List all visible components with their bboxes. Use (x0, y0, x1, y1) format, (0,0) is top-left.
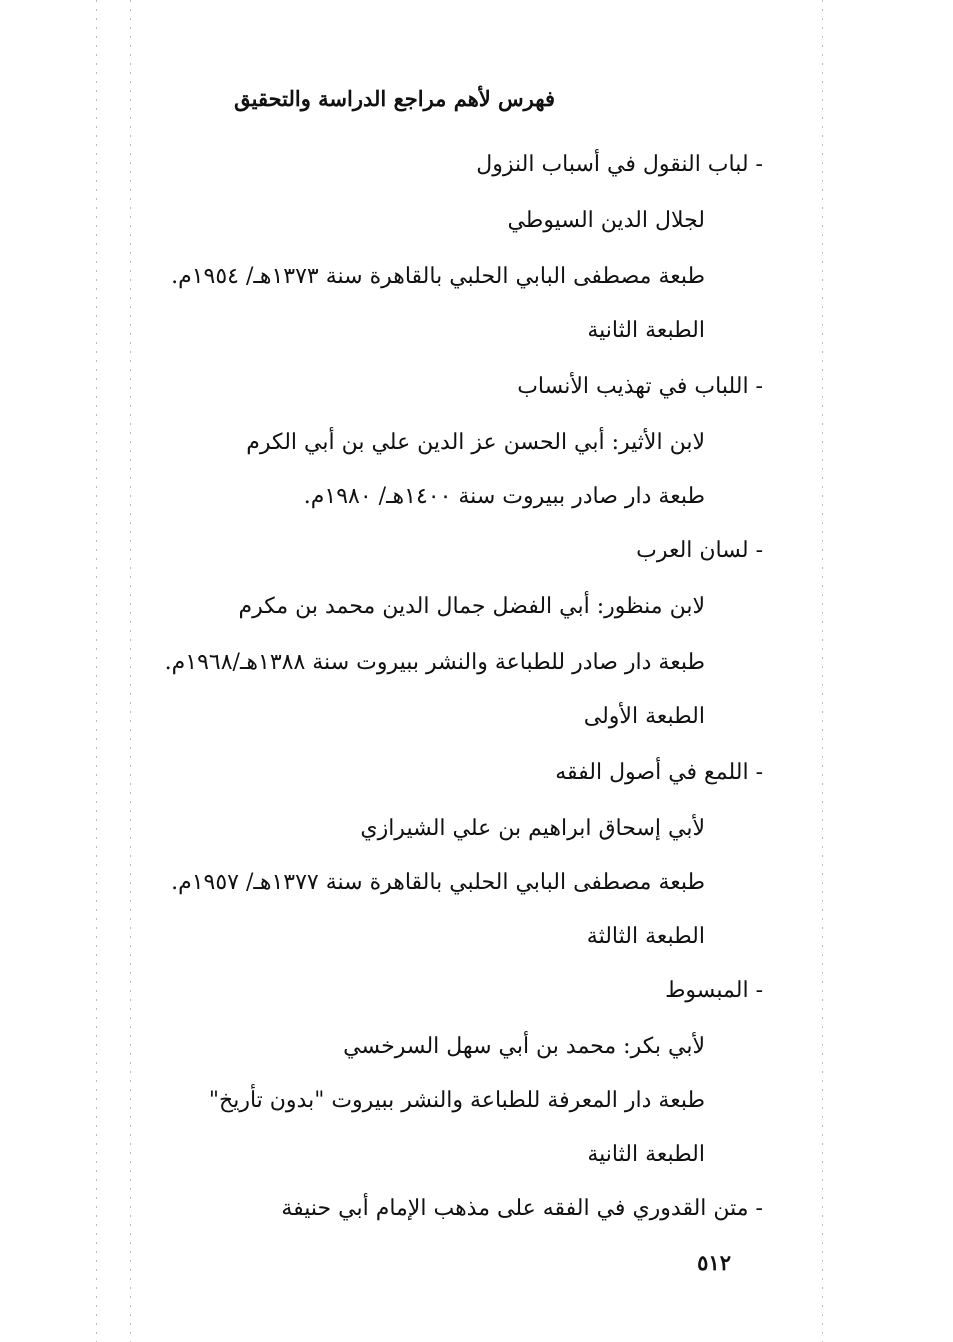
scan-edge-line-left (96, 0, 97, 1342)
entry-title: - اللباب في تهذيب الأنساب (517, 374, 763, 399)
entry-title: - اللمع في أصول الفقه (555, 760, 763, 785)
entry-author: لأبي بكر: محمد بن أبي سهل السرخسي (343, 1034, 705, 1059)
entry-edition: الطبعة الثانية (587, 318, 705, 343)
entry-author: لابن منظور: أبي الفضل جمال الدين محمد بن مكرم (238, 594, 705, 619)
entry-publication: طبعة مصطفى البابي الحلبي بالقاهرة سنة ١٣٧٣هـ/ ١٩٥٤م. (171, 264, 705, 289)
entry-title: - لسان العرب (636, 538, 763, 563)
entry-title: - المبسوط (665, 978, 763, 1003)
entry-title: - لباب النقول في أسباب النزول (476, 152, 763, 177)
page-number: ٥١٢ (697, 1250, 731, 1275)
entry-edition: الطبعة الثانية (587, 1142, 705, 1167)
entry-author: لابن الأثير: أبي الحسن عز الدين علي بن أبي الكرم (246, 430, 705, 455)
entry-author: لأبي إسحاق ابراهيم بن علي الشيرازي (360, 816, 705, 841)
entry-publication: طبعة مصطفى البابي الحلبي بالقاهرة سنة ١٣٧٧هـ/ ١٩٥٧م. (171, 870, 705, 895)
entry-edition: الطبعة الأولى (583, 704, 705, 729)
entry-publication: طبعة دار صادر ببيروت سنة ١٤٠٠هـ/ ١٩٨٠م. (303, 484, 705, 509)
page-header: فهرس لأهم مراجع الدراسة والتحقيق (234, 86, 555, 111)
entry-title: - متن القدوري في الفقه على مذهب الإمام أبي حنيفة (281, 1196, 763, 1221)
scan-edge-line-mid (130, 0, 131, 1342)
entry-publication: طبعة دار المعرفة للطباعة والنشر ببيروت "بدون تأريخ" (208, 1088, 705, 1113)
entry-publication: طبعة دار صادر للطباعة والنشر ببيروت سنة ١٣٨٨هـ/١٩٦٨م. (164, 650, 705, 675)
scan-edge-line-right (822, 0, 823, 1342)
entry-edition: الطبعة الثالثة (586, 924, 705, 949)
entry-author: لجلال الدين السيوطي (507, 208, 705, 233)
